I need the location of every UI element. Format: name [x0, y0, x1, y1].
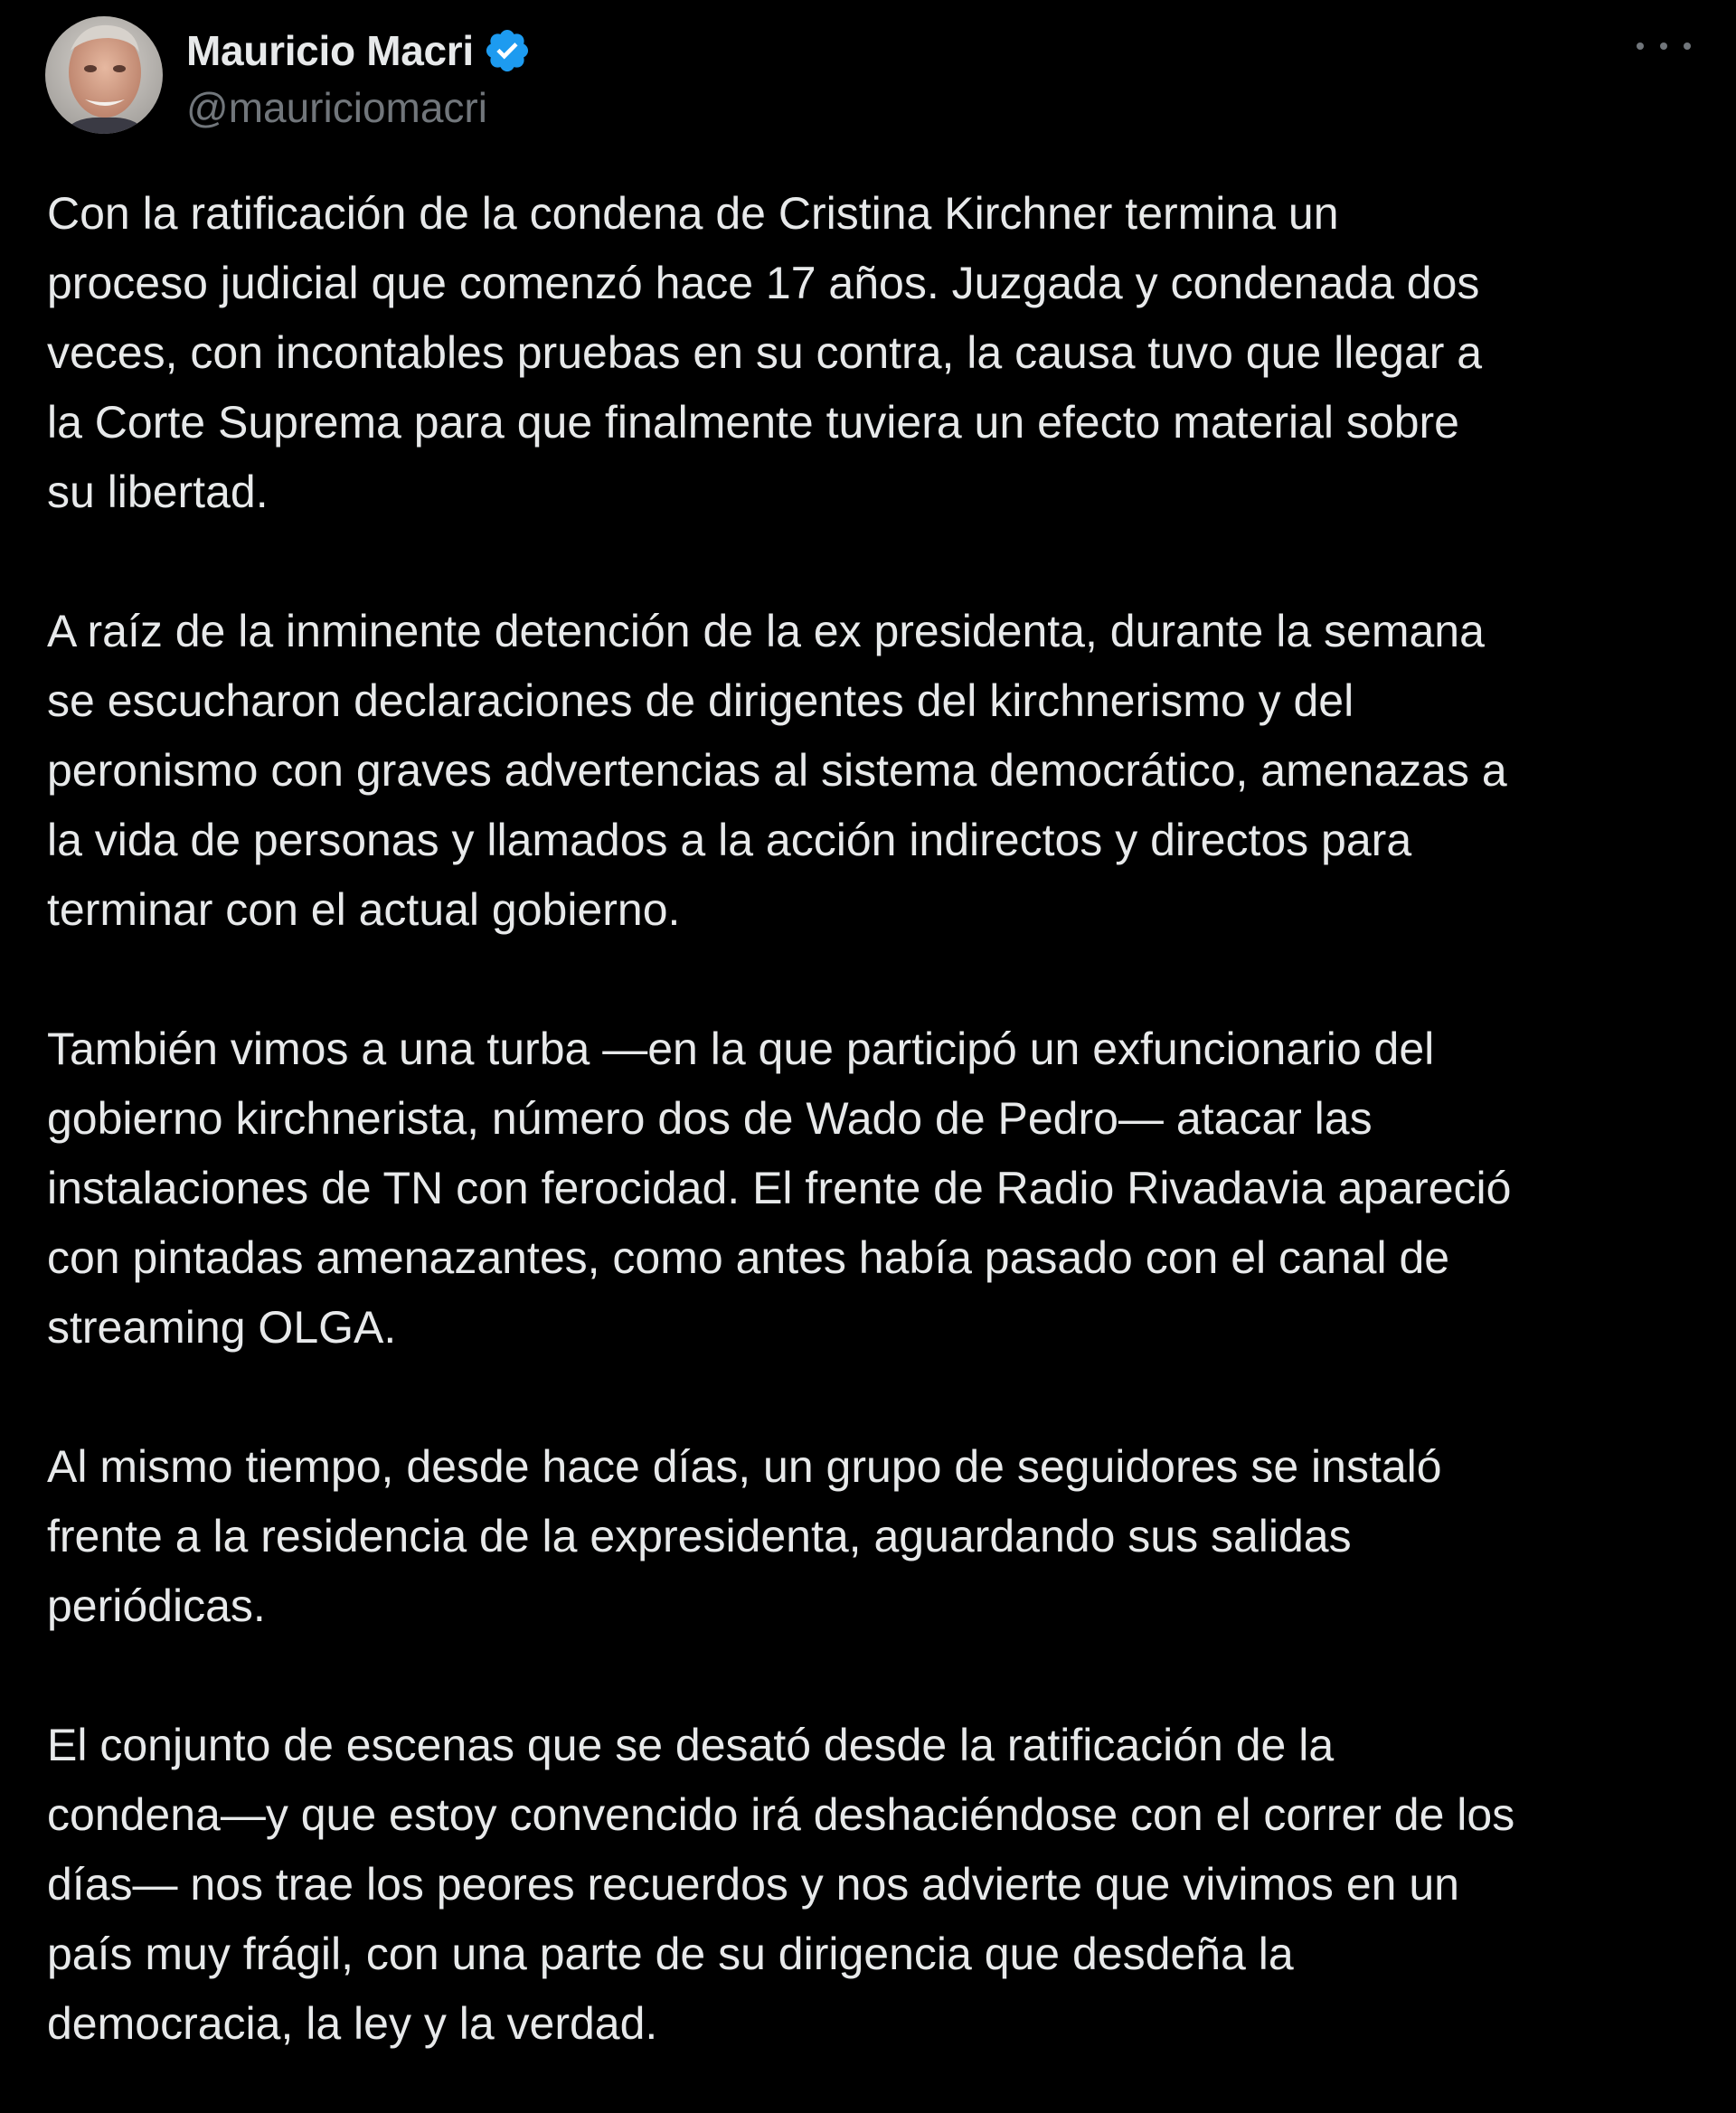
user-avatar[interactable] [45, 16, 163, 134]
display-name[interactable]: Mauricio Macri [186, 27, 474, 74]
tweet-paragraph: El conjunto de escenas que se desató desde la ratificación de la condena—y que estoy convencido irá deshaciéndose con el correr de los días— nos trae los peores recuerdos y nos advierte que vivimos en un país muy frágil, con una parte de su dirigencia que desdeña la democracia, la ley y la verdad. [47, 1720, 1515, 2049]
user-handle[interactable]: @mauriciomacri [186, 84, 487, 131]
more-dot [1684, 42, 1691, 50]
tweet-paragraph: Con la ratificación de la condena de Cristina Kirchner termina un proceso judicial que comenzó hace 17 años. Juzgada y condenada dos veces, con incontables pruebas en su contra, la causa tuvo que llegar a la Corte Suprema para que finalmente tuviera un efecto material sobre su libertad. [47, 188, 1483, 517]
display-name-row [186, 22, 532, 80]
verified-badge-icon[interactable] [483, 26, 532, 75]
tweet-text [47, 179, 1711, 2059]
tweet-paragraph: A raíz de la inminente detención de la ex presidenta, durante la semana se escucharon declaraciones de dirigentes del kirchnerismo y del peronismo con graves advertencias al sistema democrático, amenazas a la vida de personas y llamados a la acción indirectos y directos para terminar con el actual gobierno. [47, 606, 1507, 935]
tweet-header [45, 16, 1709, 138]
more-options-icon[interactable] [1637, 33, 1691, 60]
tweet-paragraph: También vimos a una turba —en la que participó un exfuncionario del gobierno kirchnerista, número dos de Wado de Pedro— atacar las instalaciones de TN con ferocidad. El frente de Radio Rivadavia apareció con pintadas amenazantes, como antes había pasado con el canal de streaming OLGA. [47, 1023, 1512, 1353]
more-dot [1637, 42, 1644, 50]
more-dot [1660, 42, 1667, 50]
author-names [186, 22, 532, 132]
tweet-paragraph: Al mismo tiempo, desde hace días, un grupo de seguidores se instaló frente a la residencia de la expresidenta, aguardando sus salidas periódicas. [47, 1441, 1442, 1631]
